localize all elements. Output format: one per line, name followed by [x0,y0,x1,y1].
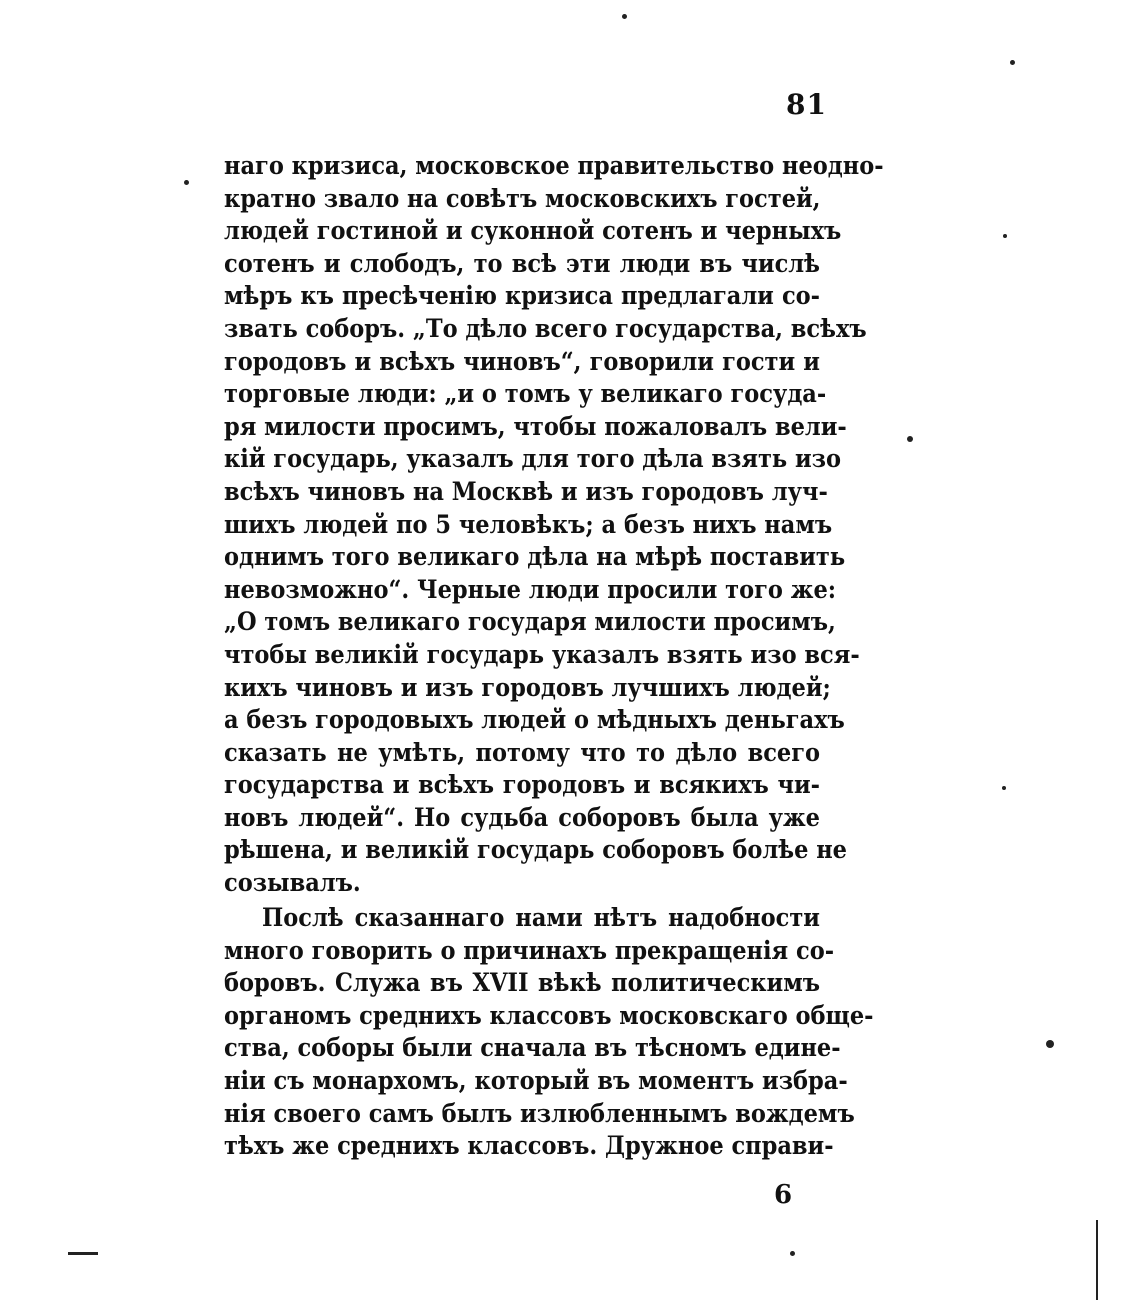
text-line: Послѣ сказаннаго нами нѣтъ надобности [262,903,820,932]
page-number: 81 [786,88,827,121]
text-line: людей гостиной и суконной сотенъ и черныхъ [224,216,842,246]
text-line: ря милости просимъ, чтобы пожаловалъ вели- [224,411,847,441]
text-line: сотенъ и слободъ, то всѣ эти люди въ числѣ [224,248,820,278]
text-line: чтобы великій государь указалъ взять изо вся- [224,639,860,669]
text-line: органомъ среднихъ классовъ московскаго обще- [224,1000,874,1030]
scan-speck [1010,60,1015,65]
scan-edge-line [1096,1220,1098,1300]
text-line: нія своего самъ былъ излюбленнымъ вождемъ [224,1098,855,1128]
text-line: рѣшена, и великій государь соборовъ болѣе не [224,835,847,865]
text-line: тѣхъ же среднихъ классовъ. Дружное справи- [224,1131,834,1161]
text-line: однимъ того великаго дѣла на мѣрѣ поставить [224,542,846,572]
text-line: сказать не умѣть, потому что то дѣло всего [224,737,820,767]
text-line: государства и всѣхъ городовъ и всякихъ чи- [224,770,820,800]
scan-speck [1002,786,1006,790]
text-line: много говорить о причинахъ прекращенія со- [224,935,835,965]
text-line: шихъ людей по 5 человѣкъ; а безъ нихъ намъ [224,509,833,539]
scan-speck [790,1251,795,1256]
text-line: наго кризиса, московское правительство неодно- [224,151,884,180]
text-line: „О томъ великаго государя милости просимъ, [224,607,836,637]
text-line: ніи съ монархомъ, который въ моментъ избра- [224,1065,848,1095]
scan-speck [1046,1040,1054,1048]
text-line: новъ людей“. Но судьба соборовъ была уже [224,802,820,832]
scan-dash [68,1252,98,1255]
text-line: кихъ чиновъ и изъ городовъ лучшихъ людей; [224,672,831,702]
text-line: городовъ и всѣхъ чиновъ“, говорили гости и [224,346,820,376]
paragraph-2 [224,902,874,1163]
text-line: невозможно“. Черные люди просили того же: [224,574,837,604]
signature-mark: 6 [774,1180,793,1210]
scan-speck [184,180,189,185]
paragraph-1 [224,150,884,900]
text-line: а безъ городовыхъ людей о мѣдныхъ деньгахъ [224,705,845,735]
scan-speck [907,436,913,442]
text-line: кратно звало на совѣтъ московскихъ гостей, [224,183,821,213]
text-line: звать соборъ. „То дѣло всего государства, всѣхъ [224,313,867,343]
text-line: всѣхъ чиновъ на Москвѣ и изъ городовъ луч- [224,476,828,506]
text-line: созывалъ. [224,868,361,898]
scan-speck [1003,234,1007,238]
scan-speck [622,14,627,19]
text-line: ства, соборы были сначала въ тѣсномъ едине- [224,1033,841,1063]
text-line: кій государь, указалъ для того дѣла взять изо [224,444,842,474]
text-line: мѣръ къ пресѣченію кризиса предлагали со- [224,281,820,311]
text-line: боровъ. Служа въ XVII вѣкѣ политическимъ [224,968,820,998]
text-line: торговые люди: „и о томъ у великаго госуда- [224,379,827,409]
